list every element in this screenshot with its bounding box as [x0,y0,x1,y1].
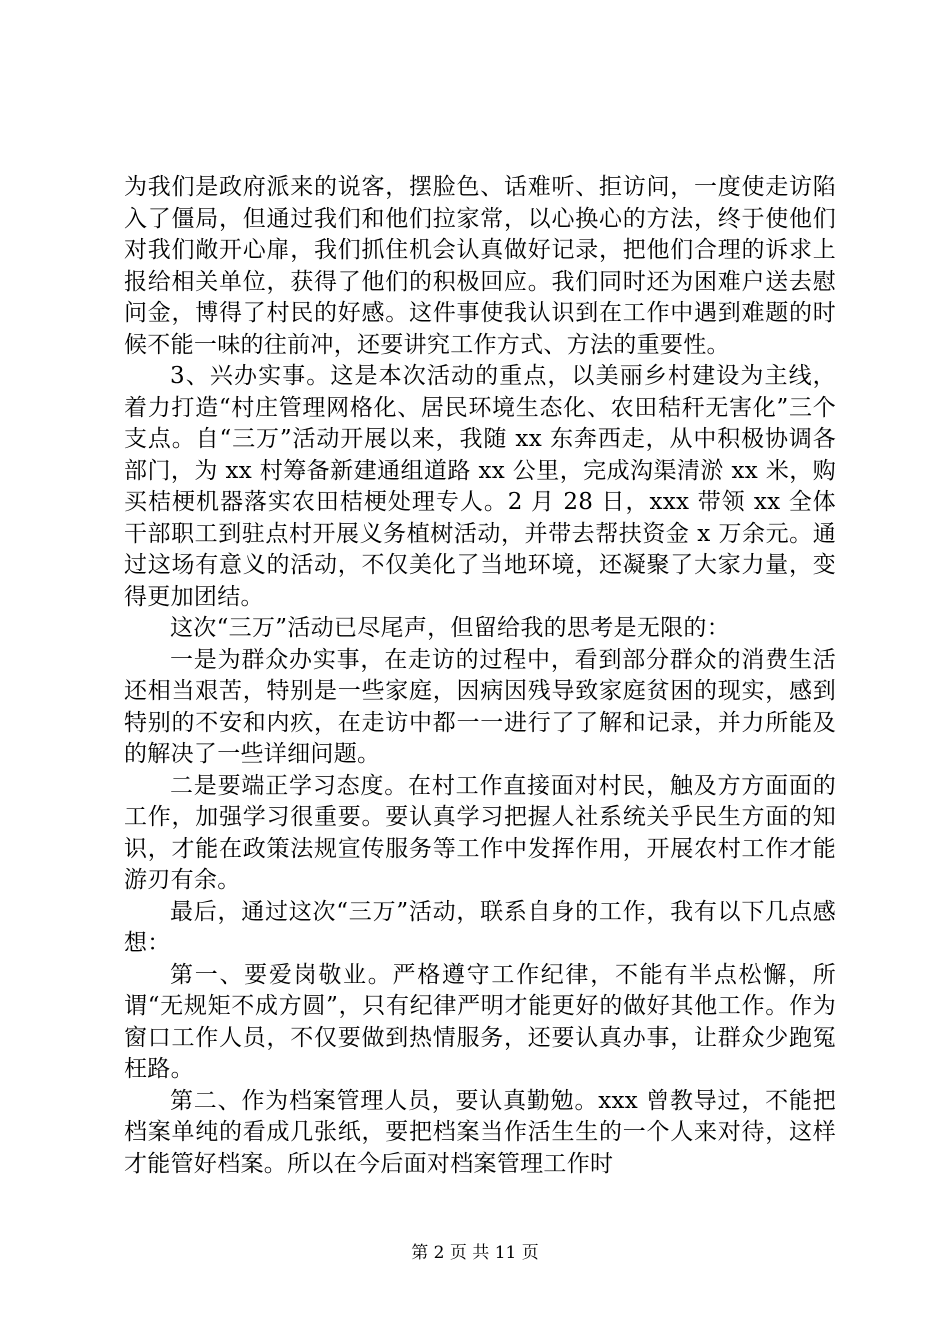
paragraph-first: 第一、要爱岗敬业。严格遵守工作纪律，不能有半点松懈，所谓“无规矩不成方圆”，只有纪律严明才能更好的做好其他工作。作为窗口工作人员，不仅要做到热情服务，还要认真办事，让群众少跑冤枉路。 [124,961,836,1082]
paragraph-point-one: 一是为群众办实事，在走访的过程中，看到部分群众的消费生活还相当艰苦，特别是一些家庭，因病因残导致家庭贫困的现实，感到特别的不安和内疚，在走访中都一一进行了了解和记录，并力所能及的解决了一些详细问题。 [124,646,836,767]
paragraph-second: 第二、作为档案管理人员，要认真勤勉。xxx 曾教导过，不能把档案单纯的看成几张纸，要把档案当作活生生的一个人来对待，这样才能管好档案。所以在今后面对档案管理工作时 [124,1087,836,1177]
paragraph-finally: 最后，通过这次“三万”活动，联系自身的工作，我有以下几点感想： [124,898,836,956]
paragraph-point-two: 二是要端正学习态度。在村工作直接面对村民，触及方方面面的工作，加强学习很重要。要认真学习把握人社系统关乎民生方面的知识，才能在政策法规宣传服务等工作中发挥作用，开展农村工作才能游刃有余。 [124,772,836,893]
paragraph-item-3: 3、兴办实事。这是本次活动的重点，以美丽乡村建设为主线，着力打造“村庄管理网格化、居民环境生态化、农田秸秆无害化”三个支点。自“三万”活动开展以来，我随 xx 东奔西走，从中积极协调各部门，为 xx 村筹备新建通组道路 xx 公里，完成沟渠清淤 xx 米，购买桔梗机器落实农田桔梗处理专人。2 月 28 日，xxx 带领 xx 全体干部职工到驻点村开展义务植树活动，并带去帮扶资金 x 万余元。通过这场有意义的活动，不仅美化了当地环境，还凝聚了大家力量，变得更加团结。 [124,363,836,610]
paragraph-continuation: 为我们是政府派来的说客，摆脸色、话难听、拒访问，一度使走访陷入了僵局，但通过我们和他们拉家常，以心换心的方法，终于使他们对我们敞开心扉，我们抓住机会认真做好记录，把他们合理的诉求上报给相关单位，获得了他们的积极回应。我们同时还为困难户送去慰问金，博得了村民的好感。这件事使我认识到在工作中遇到难题的时候不能一味的往前冲，还要讲究工作方式、方法的重要性。 [124,174,836,358]
page-number-footer: 第 2 页 共 11 页 [411,1243,539,1263]
document-body [124,172,836,1180]
paragraph-reflection-intro: 这次“三万”活动已尽尾声，但留给我的思考是无限的： [170,615,731,641]
